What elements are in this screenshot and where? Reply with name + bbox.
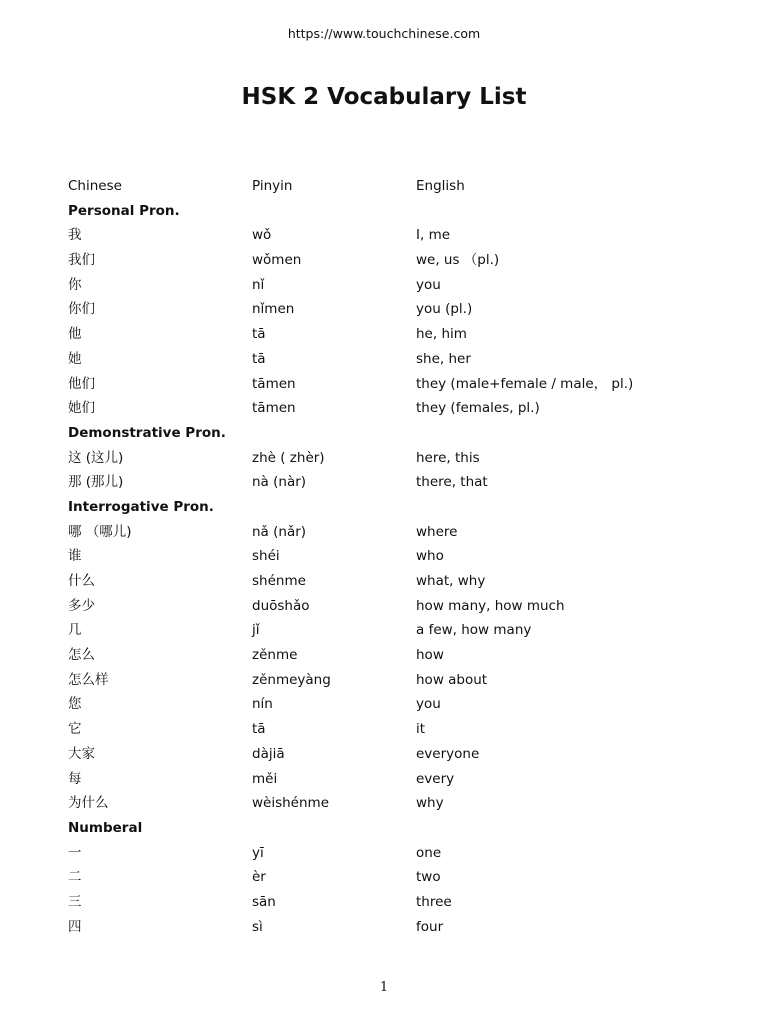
pinyin-cell: zěnme: [252, 647, 298, 664]
vocabulary-row: [68, 223, 708, 248]
pinyin-cell: tā: [252, 326, 266, 343]
section-heading: Demonstrative Pron.: [68, 424, 226, 441]
chinese-cell: 一: [68, 844, 82, 861]
section-heading-row: [68, 199, 708, 224]
vocabulary-row: [68, 569, 708, 594]
chinese-cell: 怎么样: [68, 671, 109, 688]
chinese-cell: 为什么: [68, 795, 109, 812]
pinyin-cell: tāmen: [252, 375, 296, 392]
section-heading: Personal Pron.: [68, 202, 180, 219]
vocabulary-row: [68, 742, 708, 767]
english-cell: she, her: [416, 350, 471, 367]
english-cell: three: [416, 893, 452, 910]
english-cell: he, him: [416, 326, 467, 343]
english-cell: how: [416, 647, 444, 664]
chinese-cell: 三: [68, 893, 82, 910]
pinyin-cell: zěnmeyàng: [252, 671, 331, 688]
vocabulary-row: [68, 841, 708, 866]
pinyin-cell: tā: [252, 721, 266, 738]
pinyin-cell: sān: [252, 893, 276, 910]
vocabulary-row: [68, 347, 708, 372]
pinyin-cell: tā: [252, 350, 266, 367]
vocabulary-row: [68, 594, 708, 619]
chinese-cell: 这 (这儿): [68, 449, 124, 466]
english-cell: here, this: [416, 449, 480, 466]
english-cell: I, me: [416, 227, 451, 244]
vocabulary-row: [68, 915, 708, 940]
english-cell: it: [416, 721, 426, 738]
pinyin-cell: duōshǎo: [252, 597, 310, 614]
chinese-cell: 每: [68, 770, 82, 787]
vocabulary-row: [68, 446, 708, 471]
english-cell: who: [416, 548, 444, 565]
vocabulary-table: [68, 174, 708, 939]
chinese-cell: 它: [68, 721, 82, 738]
chinese-cell: 他: [68, 326, 82, 343]
english-cell: where: [416, 523, 458, 540]
vocabulary-row: [68, 297, 708, 322]
column-header-pinyin: Pinyin: [252, 178, 293, 194]
chinese-cell: 您: [68, 696, 82, 713]
chinese-cell: 四: [68, 918, 82, 935]
pinyin-cell: zhè ( zhèr): [252, 449, 325, 466]
vocabulary-row: [68, 470, 708, 495]
vocabulary-row: [68, 372, 708, 397]
chinese-cell: 哪 （哪儿): [68, 523, 132, 540]
pinyin-cell: sì: [252, 918, 263, 935]
header-url: https://www.touchchinese.com: [287, 26, 481, 41]
vocabulary-row: [68, 767, 708, 792]
pinyin-cell: tāmen: [252, 400, 296, 417]
pinyin-cell: èr: [252, 869, 266, 886]
english-cell: one: [416, 844, 442, 861]
chinese-cell: 我: [68, 227, 82, 244]
page-title: HSK 2 Vocabulary List: [241, 84, 527, 110]
chinese-cell: 她: [68, 350, 82, 367]
section-heading-row: [68, 421, 708, 446]
vocabulary-row: [68, 273, 708, 298]
chinese-cell: 我们: [68, 252, 95, 269]
chinese-cell: 谁: [68, 548, 82, 565]
vocabulary-row: [68, 248, 708, 273]
pinyin-cell: yī: [252, 844, 264, 861]
english-cell: they (male+female / male， pl.): [416, 375, 634, 392]
vocabulary-rows: [68, 199, 708, 940]
table-header-row: [68, 174, 708, 199]
pinyin-cell: dàjiā: [252, 745, 285, 762]
vocabulary-row: [68, 791, 708, 816]
english-cell: how many, how much: [416, 597, 565, 614]
english-cell: you: [416, 276, 441, 293]
pinyin-cell: nǐmen: [252, 301, 295, 318]
vocabulary-row: [68, 396, 708, 421]
vocabulary-row: [68, 692, 708, 717]
chinese-cell: 他们: [68, 375, 95, 392]
chinese-cell: 二: [68, 869, 82, 886]
vocabulary-row: [68, 890, 708, 915]
pinyin-cell: shénme: [252, 573, 306, 589]
pinyin-cell: wèishénme: [252, 795, 330, 812]
vocabulary-row: [68, 520, 708, 545]
chinese-cell: 你们: [68, 301, 95, 318]
pinyin-cell: nǎ (nǎr): [252, 523, 307, 540]
vocabulary-row: [68, 618, 708, 643]
english-cell: what, why: [416, 573, 486, 589]
pinyin-cell: jǐ: [252, 622, 260, 639]
chinese-cell: 怎么: [68, 647, 95, 664]
chinese-cell: 那 (那儿): [68, 474, 124, 491]
chinese-cell: 多少: [68, 597, 95, 614]
english-cell: they (females, pl.): [416, 400, 540, 417]
section-heading: Numberal: [68, 819, 143, 836]
chinese-cell: 她们: [68, 400, 95, 417]
section-heading-row: [68, 495, 708, 520]
pinyin-cell: shéi: [252, 548, 280, 565]
english-cell: everyone: [416, 745, 480, 762]
english-cell: we, us （pl.): [416, 252, 500, 269]
section-heading: Interrogative Pron.: [68, 498, 214, 515]
page-number: 1: [379, 980, 389, 995]
english-cell: a few, how many: [416, 622, 532, 639]
vocabulary-row: [68, 717, 708, 742]
english-cell: every: [416, 770, 455, 787]
pinyin-cell: měi: [252, 770, 278, 787]
english-cell: why: [416, 795, 444, 812]
vocabulary-row: [68, 668, 708, 693]
pinyin-cell: wǒ: [252, 227, 272, 244]
section-heading-row: [68, 816, 708, 841]
vocabulary-row: [68, 643, 708, 668]
chinese-cell: 几: [68, 622, 82, 639]
pinyin-cell: nín: [252, 696, 273, 713]
chinese-cell: 大家: [68, 745, 95, 762]
english-cell: there, that: [416, 474, 488, 491]
chinese-cell: 什么: [68, 573, 95, 589]
vocabulary-row: [68, 322, 708, 347]
pinyin-cell: nà (nàr): [252, 474, 307, 491]
column-header-chinese: Chinese: [68, 178, 122, 194]
vocabulary-row: [68, 544, 708, 569]
english-cell: you (pl.): [416, 301, 473, 318]
english-cell: you: [416, 696, 441, 713]
column-header-english: English: [416, 178, 465, 194]
chinese-cell: 你: [68, 276, 82, 293]
english-cell: two: [416, 869, 441, 886]
english-cell: how about: [416, 671, 488, 688]
english-cell: four: [416, 918, 444, 935]
pinyin-cell: nǐ: [252, 276, 265, 293]
pinyin-cell: wǒmen: [252, 252, 302, 269]
vocabulary-row: [68, 865, 708, 890]
